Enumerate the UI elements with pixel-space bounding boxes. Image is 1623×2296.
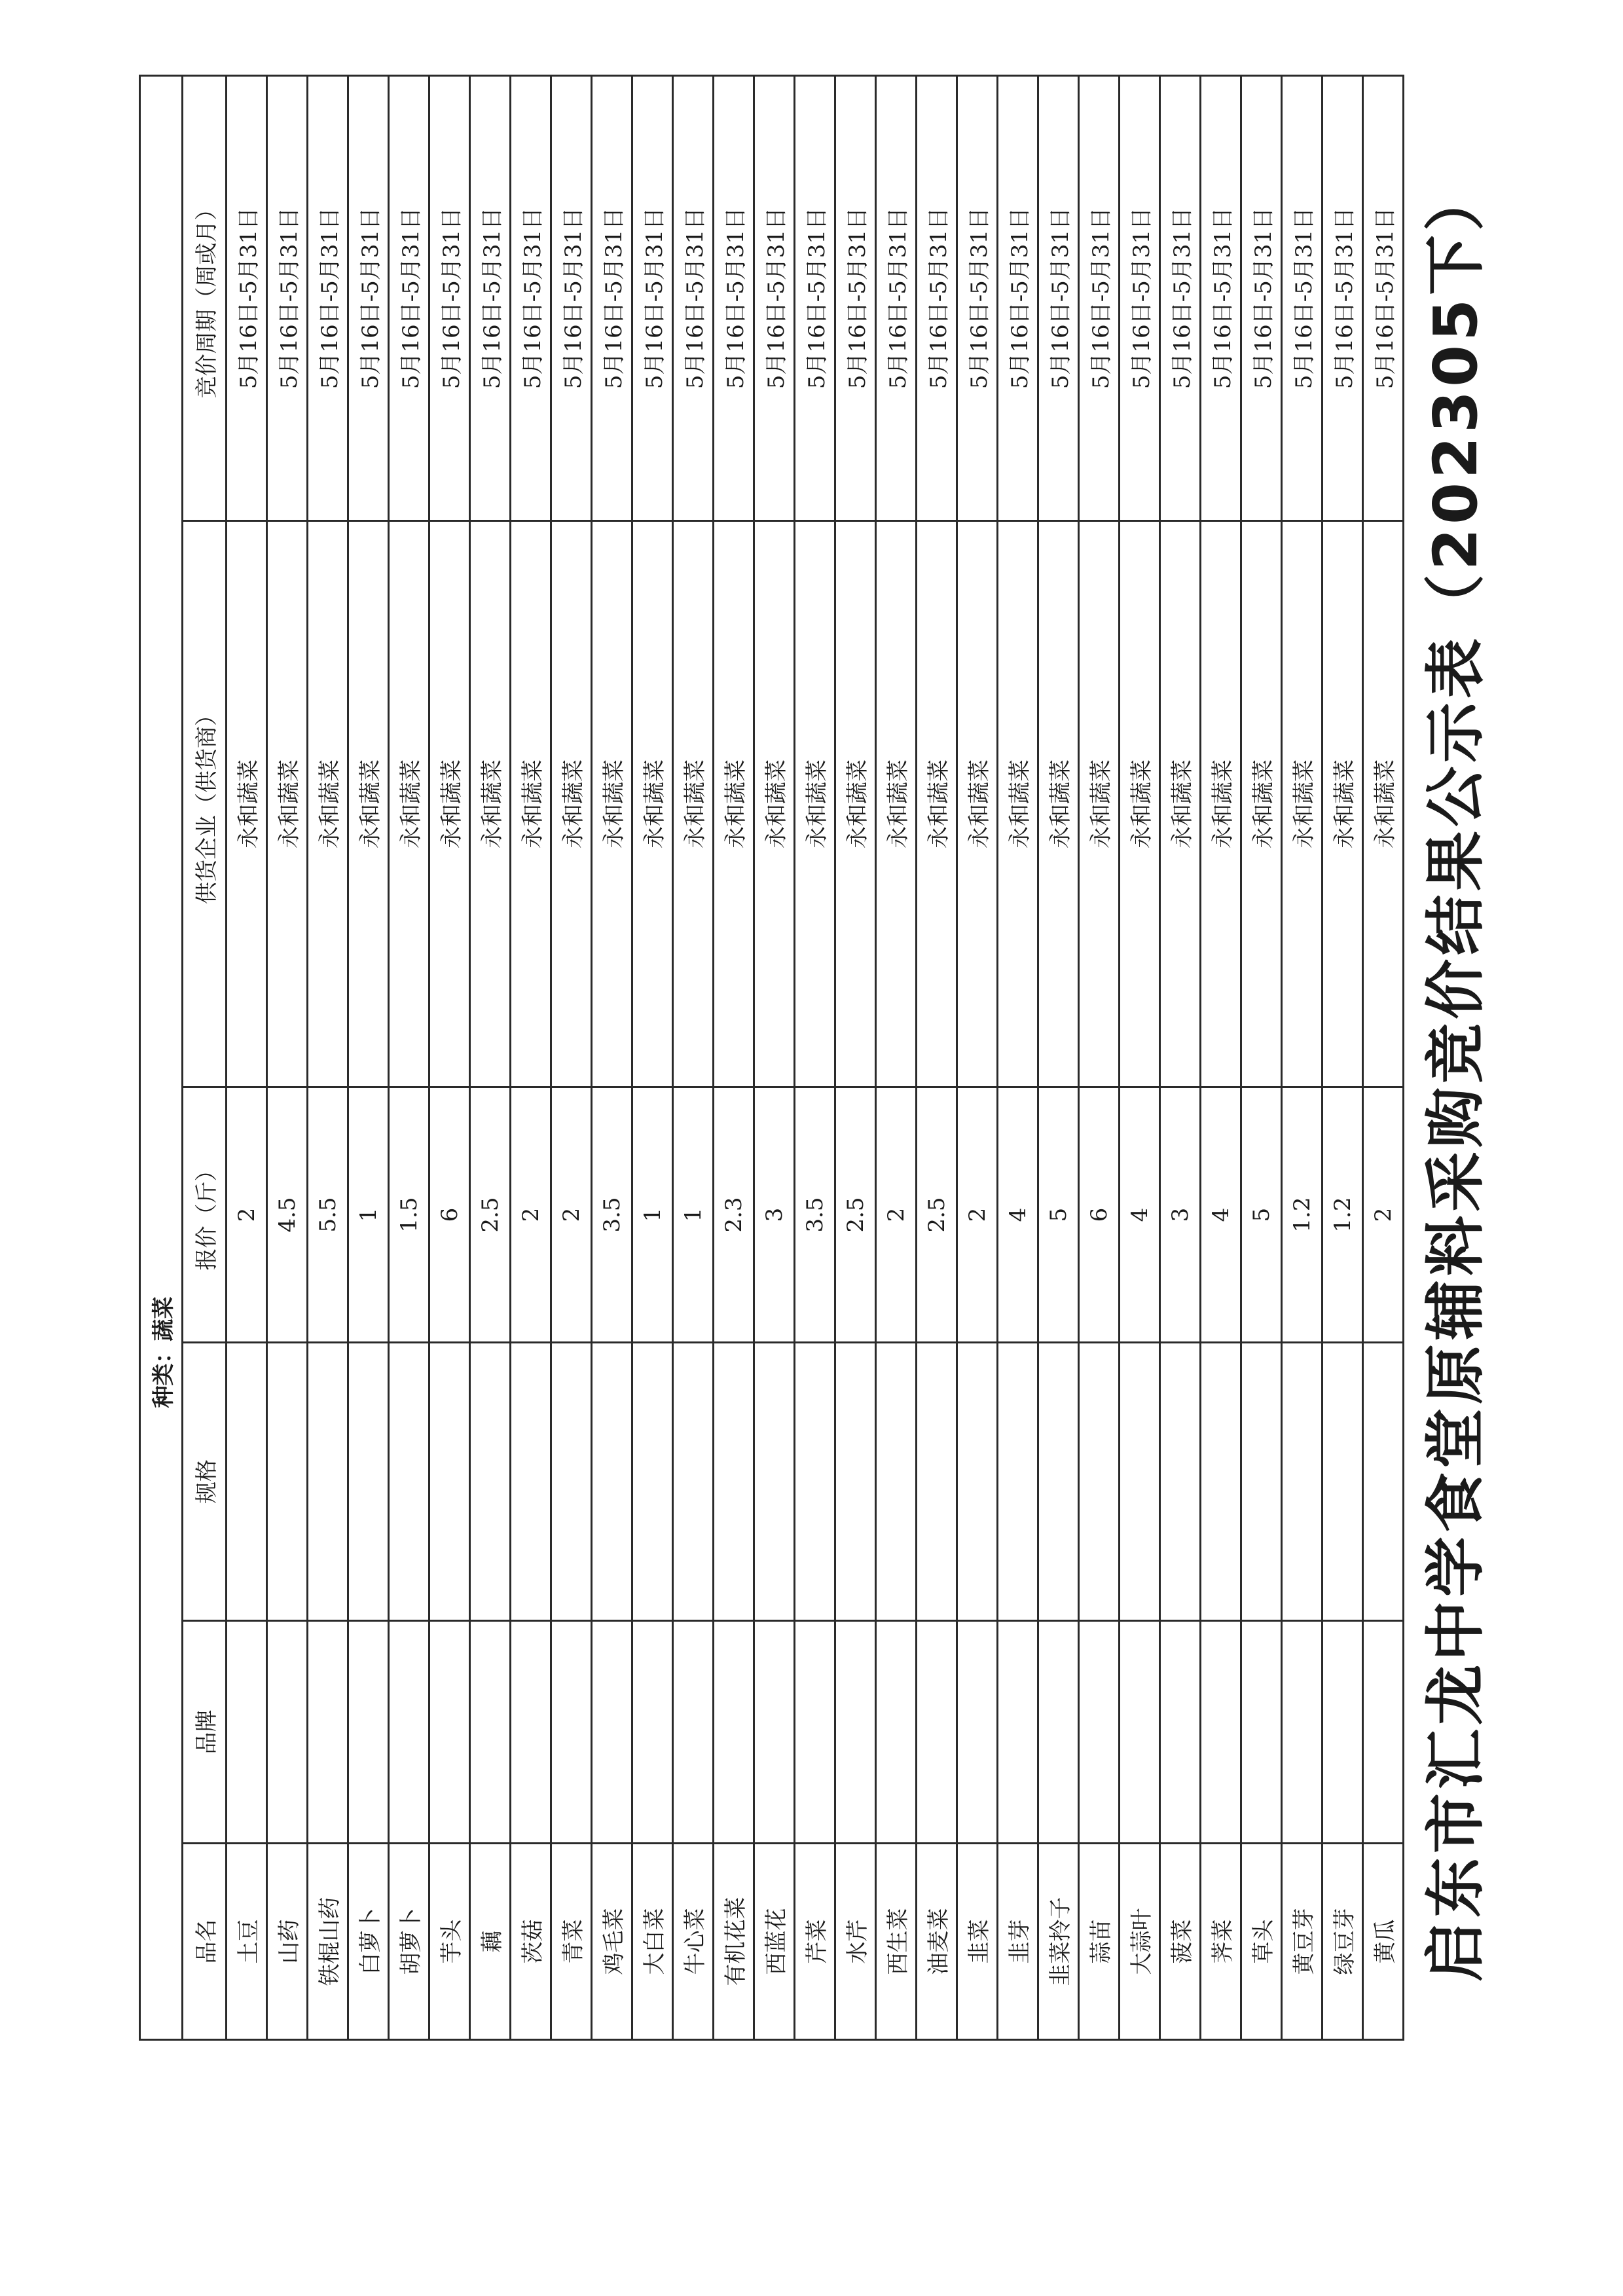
cell-name: 西生菜 — [876, 1844, 917, 2040]
cell-supplier: 永和蔬菜 — [429, 521, 470, 1087]
table-row — [1241, 76, 1282, 2040]
cell-brand — [592, 1621, 632, 1844]
table-row — [917, 76, 957, 2040]
table-row — [835, 76, 876, 2040]
header-price: 报价（斤） — [183, 1087, 227, 1343]
cell-spec — [1241, 1343, 1282, 1621]
cell-spec — [1201, 1343, 1241, 1621]
cell-price: 1 — [673, 1087, 714, 1343]
cell-price: 1.5 — [389, 1087, 429, 1343]
table-row — [389, 76, 429, 2040]
table-row — [795, 76, 835, 2040]
cell-brand — [673, 1621, 714, 1844]
cell-supplier: 永和蔬菜 — [673, 521, 714, 1087]
cell-period: 5月16日-5月31日 — [835, 76, 876, 521]
cell-brand — [835, 1621, 876, 1844]
cell-supplier: 永和蔬菜 — [917, 521, 957, 1087]
cell-supplier: 永和蔬菜 — [227, 521, 267, 1087]
table-row — [592, 76, 632, 2040]
cell-brand — [511, 1621, 551, 1844]
cell-price: 4.5 — [267, 1087, 308, 1343]
cell-spec — [348, 1343, 389, 1621]
cell-period: 5月16日-5月31日 — [551, 76, 592, 521]
cell-spec — [1282, 1343, 1322, 1621]
cell-spec — [1160, 1343, 1201, 1621]
table-row — [1160, 76, 1201, 2040]
header-name: 品名 — [183, 1844, 227, 2040]
cell-price: 5 — [1241, 1087, 1282, 1343]
cell-brand — [1038, 1621, 1079, 1844]
cell-brand — [1282, 1621, 1322, 1844]
cell-name: 水芹 — [835, 1844, 876, 2040]
table-row — [714, 76, 754, 2040]
cell-period: 5月16日-5月31日 — [714, 76, 754, 521]
cell-price: 3.5 — [795, 1087, 835, 1343]
cell-price: 4 — [1120, 1087, 1160, 1343]
cell-name: 菠菜 — [1160, 1844, 1201, 2040]
cell-spec — [592, 1343, 632, 1621]
cell-name: 荠菜 — [1201, 1844, 1241, 2040]
cell-price: 3 — [754, 1087, 795, 1343]
cell-supplier: 永和蔬菜 — [1160, 521, 1201, 1087]
cell-supplier: 永和蔬菜 — [551, 521, 592, 1087]
cell-brand — [1079, 1621, 1120, 1844]
cell-spec — [917, 1343, 957, 1621]
cell-price: 2.5 — [835, 1087, 876, 1343]
cell-supplier: 永和蔬菜 — [754, 521, 795, 1087]
cell-name: 油麦菜 — [917, 1844, 957, 2040]
cell-spec — [551, 1343, 592, 1621]
cell-supplier: 永和蔬菜 — [267, 521, 308, 1087]
cell-spec — [389, 1343, 429, 1621]
cell-brand — [1363, 1621, 1404, 1844]
cell-brand — [998, 1621, 1038, 1844]
cell-supplier: 永和蔬菜 — [389, 521, 429, 1087]
cell-period: 5月16日-5月31日 — [1160, 76, 1201, 521]
cell-price: 1.2 — [1282, 1087, 1322, 1343]
cell-spec — [714, 1343, 754, 1621]
cell-spec — [998, 1343, 1038, 1621]
cell-supplier: 永和蔬菜 — [795, 521, 835, 1087]
cell-name: 茨菇 — [511, 1844, 551, 2040]
table-row — [673, 76, 714, 2040]
cell-supplier: 永和蔬菜 — [1241, 521, 1282, 1087]
cell-spec — [632, 1343, 673, 1621]
cell-name: 芹菜 — [795, 1844, 835, 2040]
table-row — [511, 76, 551, 2040]
table-row — [348, 76, 389, 2040]
cell-brand — [1241, 1621, 1282, 1844]
cell-spec — [267, 1343, 308, 1621]
cell-supplier: 永和蔬菜 — [308, 521, 348, 1087]
table-row — [308, 76, 348, 2040]
cell-name: 黄豆芽 — [1282, 1844, 1322, 2040]
cell-name: 牛心菜 — [673, 1844, 714, 2040]
cell-spec — [1363, 1343, 1404, 1621]
cell-period: 5月16日-5月31日 — [876, 76, 917, 521]
cell-brand — [470, 1621, 511, 1844]
cell-name: 大白菜 — [632, 1844, 673, 2040]
table-row — [470, 76, 511, 2040]
cell-brand — [876, 1621, 917, 1844]
cell-period: 5月16日-5月31日 — [917, 76, 957, 521]
cell-price: 2 — [1363, 1087, 1404, 1343]
cell-name: 韭菜 — [957, 1844, 998, 2040]
cell-brand — [429, 1621, 470, 1844]
cell-price: 2.3 — [714, 1087, 754, 1343]
cell-price: 5 — [1038, 1087, 1079, 1343]
cell-period: 5月16日-5月31日 — [348, 76, 389, 521]
cell-spec — [429, 1343, 470, 1621]
cell-name: 白萝卜 — [348, 1844, 389, 2040]
cell-period: 5月16日-5月31日 — [1038, 76, 1079, 521]
cell-price: 6 — [1079, 1087, 1120, 1343]
cell-brand — [957, 1621, 998, 1844]
cell-spec — [1079, 1343, 1120, 1621]
cell-spec — [1038, 1343, 1079, 1621]
cell-spec — [308, 1343, 348, 1621]
cell-period: 5月16日-5月31日 — [308, 76, 348, 521]
cell-period: 5月16日-5月31日 — [795, 76, 835, 521]
cell-name: 蒜苗 — [1079, 1844, 1120, 2040]
cell-name: 有机花菜 — [714, 1844, 754, 2040]
cell-period: 5月16日-5月31日 — [998, 76, 1038, 521]
cell-price: 6 — [429, 1087, 470, 1343]
cell-name: 山药 — [267, 1844, 308, 2040]
cell-period: 5月16日-5月31日 — [1241, 76, 1282, 521]
cell-price: 3.5 — [592, 1087, 632, 1343]
table-row — [876, 76, 917, 2040]
cell-supplier: 永和蔬菜 — [1079, 521, 1120, 1087]
cell-spec — [1322, 1343, 1363, 1621]
cell-supplier: 永和蔬菜 — [835, 521, 876, 1087]
table-row — [1201, 76, 1241, 2040]
cell-name: 韭菜拎子 — [1038, 1844, 1079, 2040]
cell-period: 5月16日-5月31日 — [754, 76, 795, 521]
cell-price: 3 — [1160, 1087, 1201, 1343]
cell-period: 5月16日-5月31日 — [1120, 76, 1160, 521]
cell-price: 2 — [551, 1087, 592, 1343]
cell-spec — [511, 1343, 551, 1621]
header-spec: 规格 — [183, 1343, 227, 1621]
cell-brand — [227, 1621, 267, 1844]
cell-spec — [1120, 1343, 1160, 1621]
cell-brand — [1120, 1621, 1160, 1844]
cell-period: 5月16日-5月31日 — [1322, 76, 1363, 521]
cell-spec — [795, 1343, 835, 1621]
cell-brand — [1322, 1621, 1363, 1844]
cell-price: 2 — [957, 1087, 998, 1343]
cell-name: 西蓝花 — [754, 1844, 795, 2040]
cell-price: 2.5 — [470, 1087, 511, 1343]
cell-brand — [1201, 1621, 1241, 1844]
cell-supplier: 永和蔬菜 — [348, 521, 389, 1087]
cell-period: 5月16日-5月31日 — [470, 76, 511, 521]
cell-name: 土豆 — [227, 1844, 267, 2040]
category-row — [140, 76, 183, 2040]
cell-brand — [632, 1621, 673, 1844]
cell-period: 5月16日-5月31日 — [1079, 76, 1120, 521]
cell-spec — [470, 1343, 511, 1621]
category-cell — [140, 76, 183, 2040]
cell-spec — [957, 1343, 998, 1621]
cell-brand — [551, 1621, 592, 1844]
header-supplier: 供货企业（供货商） — [183, 521, 227, 1087]
cell-price: 2.5 — [917, 1087, 957, 1343]
cell-brand — [267, 1621, 308, 1844]
table-row — [1079, 76, 1120, 2040]
cell-name: 黄瓜 — [1363, 1844, 1404, 2040]
header-brand: 品牌 — [183, 1621, 227, 1844]
cell-supplier: 永和蔬菜 — [1282, 521, 1322, 1087]
cell-name: 芋头 — [429, 1844, 470, 2040]
cell-period: 5月16日-5月31日 — [511, 76, 551, 521]
table-row — [1282, 76, 1322, 2040]
cell-supplier: 永和蔬菜 — [470, 521, 511, 1087]
cell-period: 5月16日-5月31日 — [429, 76, 470, 521]
page-title: 启东市汇龙中学食堂原辅料采购竞价结果公示表（202305下） — [1421, 166, 1491, 1982]
header-row — [183, 76, 227, 2040]
cell-supplier: 永和蔬菜 — [632, 521, 673, 1087]
cell-spec — [227, 1343, 267, 1621]
table-row — [1120, 76, 1160, 2040]
cell-name: 藕 — [470, 1844, 511, 2040]
table-row — [1038, 76, 1079, 2040]
cell-brand — [1160, 1621, 1201, 1844]
cell-price: 2 — [876, 1087, 917, 1343]
header-period: 竞价周期（周或月） — [183, 76, 227, 521]
cell-brand — [714, 1621, 754, 1844]
table-row — [429, 76, 470, 2040]
cell-price: 4 — [998, 1087, 1038, 1343]
cell-period: 5月16日-5月31日 — [227, 76, 267, 521]
cell-supplier: 永和蔬菜 — [592, 521, 632, 1087]
cell-name: 韭芽 — [998, 1844, 1038, 2040]
cell-period: 5月16日-5月31日 — [1363, 76, 1404, 521]
cell-supplier: 永和蔬菜 — [1201, 521, 1241, 1087]
table-body — [140, 76, 1404, 2040]
cell-brand — [754, 1621, 795, 1844]
category-label: 种类：蔬菜 — [150, 1296, 177, 1408]
cell-brand — [795, 1621, 835, 1844]
cell-supplier: 永和蔬菜 — [511, 521, 551, 1087]
cell-period: 5月16日-5月31日 — [1201, 76, 1241, 521]
cell-period: 5月16日-5月31日 — [632, 76, 673, 521]
cell-price: 1 — [348, 1087, 389, 1343]
cell-name: 大蒜叶 — [1120, 1844, 1160, 2040]
cell-brand — [389, 1621, 429, 1844]
cell-name: 胡萝卜 — [389, 1844, 429, 2040]
table-row — [632, 76, 673, 2040]
cell-supplier: 永和蔬菜 — [876, 521, 917, 1087]
cell-name: 铁棍山药 — [308, 1844, 348, 2040]
table-row — [1363, 76, 1404, 2040]
cell-price: 1 — [632, 1087, 673, 1343]
cell-brand — [917, 1621, 957, 1844]
cell-period: 5月16日-5月31日 — [957, 76, 998, 521]
table-row — [1322, 76, 1363, 2040]
cell-spec — [673, 1343, 714, 1621]
cell-spec — [835, 1343, 876, 1621]
table-row — [267, 76, 308, 2040]
table-row — [551, 76, 592, 2040]
cell-price: 1.2 — [1322, 1087, 1363, 1343]
cell-supplier: 永和蔬菜 — [1038, 521, 1079, 1087]
bid-results-table — [139, 75, 1404, 2041]
cell-name: 绿豆芽 — [1322, 1844, 1363, 2040]
cell-period: 5月16日-5月31日 — [673, 76, 714, 521]
cell-name: 草头 — [1241, 1844, 1282, 2040]
cell-price: 2 — [511, 1087, 551, 1343]
cell-name: 青菜 — [551, 1844, 592, 2040]
cell-supplier: 永和蔬菜 — [1363, 521, 1404, 1087]
cell-price: 4 — [1201, 1087, 1241, 1343]
cell-name: 鸡毛菜 — [592, 1844, 632, 2040]
cell-spec — [754, 1343, 795, 1621]
table-row — [957, 76, 998, 2040]
cell-price: 2 — [227, 1087, 267, 1343]
cell-supplier: 永和蔬菜 — [714, 521, 754, 1087]
cell-supplier: 永和蔬菜 — [1322, 521, 1363, 1087]
cell-period: 5月16日-5月31日 — [389, 76, 429, 521]
cell-period: 5月16日-5月31日 — [592, 76, 632, 521]
cell-supplier: 永和蔬菜 — [998, 521, 1038, 1087]
cell-brand — [308, 1621, 348, 1844]
cell-brand — [348, 1621, 389, 1844]
cell-price: 5.5 — [308, 1087, 348, 1343]
table-row — [754, 76, 795, 2040]
cell-period: 5月16日-5月31日 — [1282, 76, 1322, 521]
cell-supplier: 永和蔬菜 — [1120, 521, 1160, 1087]
cell-supplier: 永和蔬菜 — [957, 521, 998, 1087]
cell-spec — [876, 1343, 917, 1621]
table-row — [998, 76, 1038, 2040]
table-row — [227, 76, 267, 2040]
cell-period: 5月16日-5月31日 — [267, 76, 308, 521]
